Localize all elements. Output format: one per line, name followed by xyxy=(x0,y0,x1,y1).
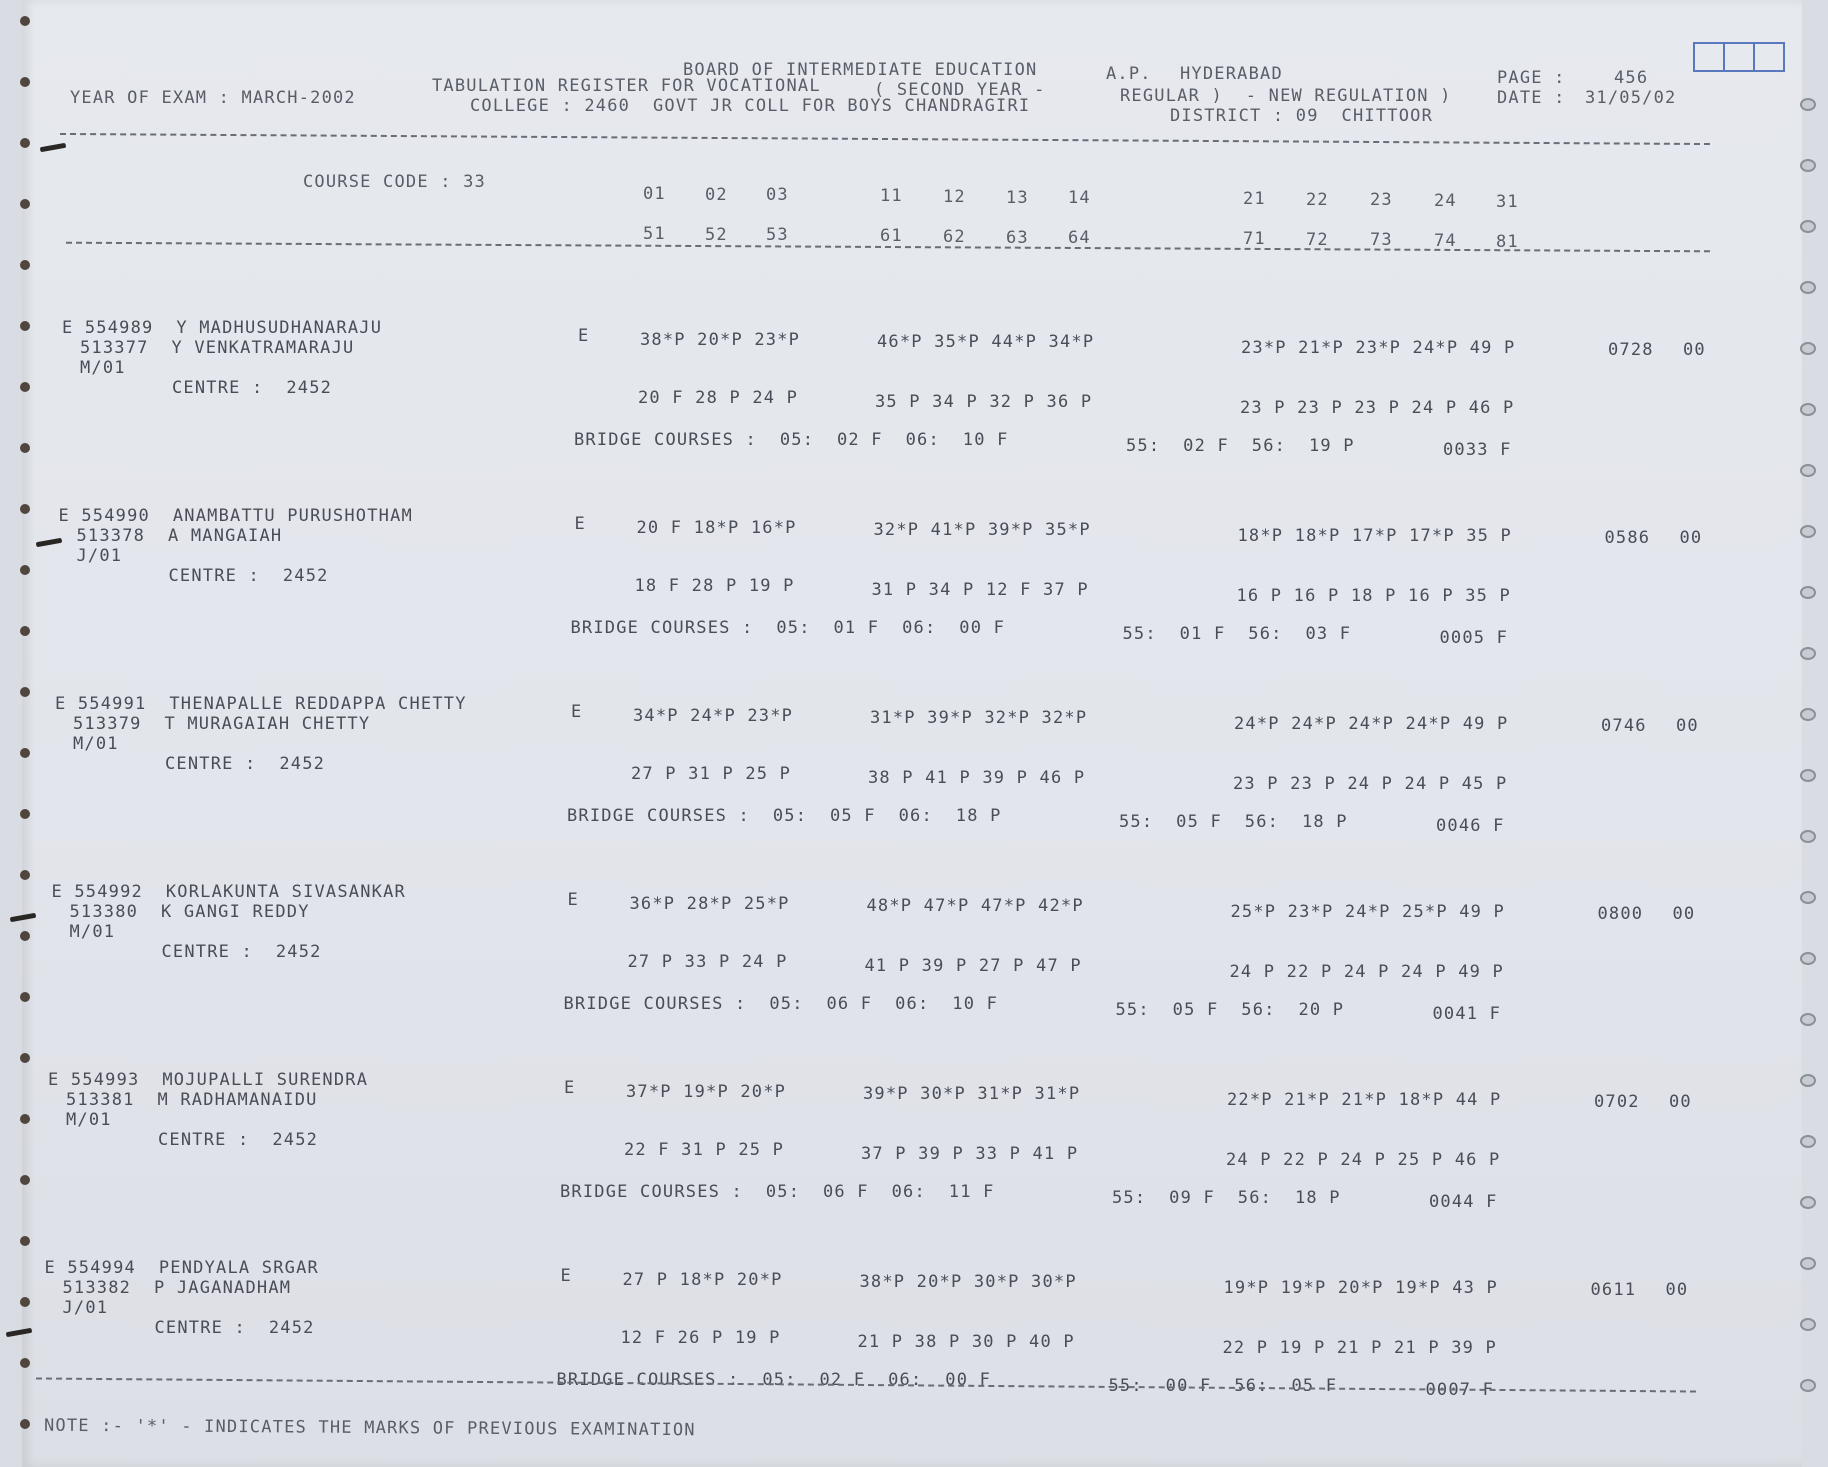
feed-hole xyxy=(1800,281,1816,294)
marks-group: 25*P 23*P 24*P 25*P 49 P xyxy=(1230,902,1505,922)
page-label: PAGE : xyxy=(1497,68,1566,88)
feed-hole xyxy=(1800,769,1816,782)
student-name-line: E 554994 PENDYALA SRGAR xyxy=(44,1258,319,1278)
course-code-cell: 31 xyxy=(1496,191,1519,212)
bridge-courses: 55: 05 F 56: 20 P xyxy=(1115,1000,1345,1020)
student-name-line: E 554991 THENAPALLE REDDAPPA CHETTY xyxy=(55,694,467,714)
feed-hole xyxy=(1800,1013,1816,1026)
exam-centre: CENTRE : 2452 xyxy=(165,754,326,774)
total-marks: 0746 xyxy=(1601,716,1647,736)
marks-group: 22 F 31 P 25 P xyxy=(624,1140,785,1160)
student-category: M/01 xyxy=(66,1110,112,1130)
feed-hole xyxy=(1800,220,1816,233)
marks-group: 31*P 39*P 32*P 32*P xyxy=(870,708,1088,728)
course-code-cell: 73 xyxy=(1370,230,1393,251)
marks-group: 12 F 26 P 19 P xyxy=(620,1328,781,1348)
course-code-cell: 21 xyxy=(1243,188,1266,209)
footnote: NOTE :- '*' - INDICATES THE MARKS OF PREVIOUS EXAMINATION xyxy=(43,1415,696,1441)
marks-group: 36*P 28*P 25*P xyxy=(629,894,790,914)
bridge-courses: 55: 09 F 56: 18 P xyxy=(1112,1188,1341,1208)
parent-name-line: 513377 Y VENKATRAMARAJU xyxy=(80,338,355,358)
binder-hole xyxy=(20,626,30,636)
binder-hole xyxy=(20,1358,30,1368)
feed-hole xyxy=(1800,1196,1816,1209)
total-marks: 0702 xyxy=(1594,1092,1640,1112)
city-name: HYDERABAD xyxy=(1180,64,1283,84)
course-code-cell: 03 xyxy=(766,185,789,206)
marks-group: 20 F 28 P 24 P xyxy=(638,388,799,408)
bridge-courses: BRIDGE COURSES : 05: 02 F 06: 00 F xyxy=(556,1370,992,1390)
binder-hole xyxy=(20,443,30,453)
marks-group: 31 P 34 P 12 F 37 P xyxy=(871,580,1089,600)
result-code: 00 xyxy=(1683,340,1706,360)
medium-code: E xyxy=(574,514,586,534)
state-code: A.P. xyxy=(1106,64,1152,84)
course-code-cell: 71 xyxy=(1243,228,1266,249)
feed-hole xyxy=(1800,1379,1816,1392)
medium-code: E xyxy=(578,326,590,346)
binder-hole xyxy=(20,870,30,880)
binder-hole xyxy=(20,504,30,514)
binder-hole xyxy=(20,809,30,819)
result-code: 00 xyxy=(1665,1280,1689,1300)
marks-group: 37*P 19*P 20*P xyxy=(626,1082,787,1102)
student-category: M/01 xyxy=(80,358,126,378)
student-category: M/01 xyxy=(69,922,116,942)
course-code-cell: 02 xyxy=(705,184,728,205)
binder-hole xyxy=(20,138,30,148)
marks-group: 18 F 28 P 19 P xyxy=(634,576,795,596)
student-name-line: E 554989 Y MADHUSUDHANARAJU xyxy=(62,318,383,338)
bridge-total: 0044 F xyxy=(1429,1192,1498,1212)
course-code-cell: 61 xyxy=(880,226,903,247)
register-title: TABULATION REGISTER FOR VOCATIONAL xyxy=(432,76,821,96)
course-code-cell: 74 xyxy=(1434,231,1457,251)
feed-hole xyxy=(1800,1318,1816,1331)
course-code-cell: 72 xyxy=(1306,229,1329,250)
result-code: 00 xyxy=(1669,1092,1692,1112)
marks-group: 21 P 38 P 30 P 40 P xyxy=(857,1332,1075,1352)
bridge-courses: 55: 05 F 56: 18 P xyxy=(1119,812,1348,832)
marks-group: 48*P 47*P 47*P 42*P xyxy=(866,896,1084,916)
marks-group: 23 P 23 P 23 P 24 P 46 P xyxy=(1240,398,1515,418)
binder-hole xyxy=(20,1297,30,1307)
course-code-cell: 13 xyxy=(1006,187,1029,208)
district-line: DISTRICT : 09 CHITTOOR xyxy=(1170,106,1434,126)
feed-hole xyxy=(1800,1257,1816,1270)
exam-centre: CENTRE : 2452 xyxy=(172,378,333,398)
regulation: REGULAR ) - NEW REGULATION ) xyxy=(1120,86,1452,106)
bridge-courses: BRIDGE COURSES : 05: 05 F 06: 18 P xyxy=(567,806,1002,826)
student-name-line: E 554992 KORLAKUNTA SIVASANKAR xyxy=(51,882,406,902)
marks-group: 22 P 19 P 21 P 21 P 39 P xyxy=(1222,1338,1497,1358)
college-line: COLLEGE : 2460 GOVT JR COLL FOR BOYS CHANDRAGIRI xyxy=(470,96,1031,116)
marks-group: 39*P 30*P 31*P 31*P xyxy=(863,1084,1081,1104)
binder-hole xyxy=(20,1419,30,1429)
exam-centre: CENTRE : 2452 xyxy=(154,1318,315,1338)
stamp-box xyxy=(1693,42,1785,72)
year-of-exam: YEAR OF EXAM : MARCH-2002 xyxy=(70,88,356,108)
marks-group: 27 P 18*P 20*P xyxy=(622,1270,783,1290)
total-marks: 0728 xyxy=(1608,340,1654,360)
total-marks: 0586 xyxy=(1604,528,1651,548)
course-code-cell: 11 xyxy=(880,186,903,207)
marks-group: 34*P 24*P 23*P xyxy=(633,706,794,726)
binder-hole xyxy=(20,992,30,1002)
student-name-line: E 554990 ANAMBATTU PURUSHOTHAM xyxy=(58,506,413,526)
bridge-courses: BRIDGE COURSES : 05: 06 F 06: 10 F xyxy=(563,994,999,1014)
total-marks: 0800 xyxy=(1597,904,1644,924)
course-code-cell: 53 xyxy=(766,225,789,246)
binder-hole xyxy=(20,1053,30,1063)
bridge-total: 0007 F xyxy=(1425,1380,1495,1400)
bridge-total: 0041 F xyxy=(1432,1004,1502,1024)
result-code: 00 xyxy=(1672,904,1696,924)
feed-hole xyxy=(1800,464,1816,477)
course-code: COURSE CODE : 33 xyxy=(303,172,486,192)
marks-group: 35 P 34 P 32 P 36 P xyxy=(875,392,1093,412)
marks-group: 24 P 22 P 24 P 25 P 46 P xyxy=(1226,1150,1501,1170)
binder-hole xyxy=(20,687,30,697)
marks-group: 38 P 41 P 39 P 46 P xyxy=(868,768,1086,788)
exam-centre: CENTRE : 2452 xyxy=(158,1130,319,1150)
feed-hole xyxy=(1800,952,1816,965)
medium-code: E xyxy=(571,702,583,722)
bridge-total: 0046 F xyxy=(1436,816,1505,836)
board-name: BOARD OF INTERMEDIATE EDUCATION xyxy=(683,60,1038,80)
year-part: ( SECOND YEAR - xyxy=(874,80,1046,100)
date-label: DATE : xyxy=(1497,88,1566,108)
bridge-courses: 55: 02 F 56: 19 P xyxy=(1126,436,1355,456)
marks-group: 46*P 35*P 44*P 34*P xyxy=(877,332,1095,352)
total-marks: 0611 xyxy=(1590,1280,1637,1300)
course-code-cell: 62 xyxy=(943,226,966,247)
exam-centre: CENTRE : 2452 xyxy=(161,942,322,962)
course-code-cell: 51 xyxy=(643,224,666,244)
student-category: J/01 xyxy=(76,546,123,566)
print-date: 31/05/02 xyxy=(1585,88,1677,108)
feed-hole xyxy=(1800,586,1816,599)
marks-group: 23 P 23 P 24 P 24 P 45 P xyxy=(1233,774,1508,794)
feed-hole xyxy=(1800,403,1816,416)
course-code-cell: 12 xyxy=(943,186,966,207)
medium-code: E xyxy=(560,1266,572,1286)
binder-hole xyxy=(20,382,30,392)
feed-hole xyxy=(1800,891,1816,904)
bridge-courses: BRIDGE COURSES : 05: 02 F 06: 10 F xyxy=(574,430,1009,450)
parent-name-line: 513379 T MURAGAIAH CHETTY xyxy=(73,714,371,734)
binder-hole xyxy=(20,16,30,26)
binder-hole xyxy=(20,1236,30,1246)
feed-hole xyxy=(1800,1074,1816,1087)
parent-name-line: 513380 K GANGI REDDY xyxy=(69,902,310,922)
page-number: 456 xyxy=(1614,68,1649,88)
marks-group: 22*P 21*P 21*P 18*P 44 P xyxy=(1227,1090,1502,1110)
marks-group: 16 P 16 P 18 P 16 P 35 P xyxy=(1236,586,1511,606)
bridge-courses: BRIDGE COURSES : 05: 06 F 06: 11 F xyxy=(560,1182,995,1202)
marks-group: 27 P 31 P 25 P xyxy=(631,764,792,784)
course-code-cell: 14 xyxy=(1068,188,1091,209)
binder-hole xyxy=(20,565,30,575)
marks-group: 27 P 33 P 24 P xyxy=(627,952,788,972)
marks-group: 20 F 18*P 16*P xyxy=(636,518,797,538)
bridge-courses: BRIDGE COURSES : 05: 01 F 06: 00 F xyxy=(570,618,1006,638)
feed-hole xyxy=(1800,525,1816,538)
feed-hole xyxy=(1800,98,1816,111)
student-category: J/01 xyxy=(62,1298,109,1318)
marks-group: 41 P 39 P 27 P 47 P xyxy=(864,956,1082,976)
binder-hole xyxy=(20,931,30,941)
bridge-courses: 55: 01 F 56: 03 F xyxy=(1122,624,1352,644)
result-code: 00 xyxy=(1679,528,1703,548)
result-code: 00 xyxy=(1676,716,1699,736)
binder-hole xyxy=(20,321,30,331)
binder-hole xyxy=(20,199,30,209)
marks-group: 24*P 24*P 24*P 24*P 49 P xyxy=(1234,714,1509,734)
student-name-line: E 554993 MOJUPALLI SURENDRA xyxy=(48,1070,369,1090)
bridge-total: 0005 F xyxy=(1439,628,1509,648)
feed-hole xyxy=(1800,159,1816,172)
feed-hole xyxy=(1800,342,1816,355)
feed-hole xyxy=(1800,708,1816,721)
course-code-cell: 52 xyxy=(705,224,728,245)
marks-group: 37 P 39 P 33 P 41 P xyxy=(861,1144,1079,1164)
course-code-cell: 24 xyxy=(1434,191,1457,211)
marks-group: 24 P 22 P 24 P 24 P 49 P xyxy=(1229,962,1504,982)
binder-hole xyxy=(20,1175,30,1185)
course-code-cell: 64 xyxy=(1068,228,1091,249)
binder-hole xyxy=(20,1114,30,1124)
binder-hole xyxy=(20,260,30,270)
parent-name-line: 513382 P JAGANADHAM xyxy=(62,1278,292,1298)
marks-group: 18*P 18*P 17*P 17*P 35 P xyxy=(1237,526,1512,546)
course-code-cell: 81 xyxy=(1496,231,1519,252)
course-code-cell: 22 xyxy=(1306,189,1329,210)
medium-code: E xyxy=(567,890,579,910)
parent-name-line: 513378 A MANGAIAH xyxy=(76,526,283,546)
marks-group: 19*P 19*P 20*P 19*P 43 P xyxy=(1223,1278,1498,1298)
marks-group: 38*P 20*P 23*P xyxy=(640,330,801,350)
marks-group: 32*P 41*P 39*P 35*P xyxy=(873,520,1091,540)
parent-name-line: 513381 M RADHAMANAIDU xyxy=(66,1090,318,1110)
marks-group: 23*P 21*P 23*P 24*P 49 P xyxy=(1241,338,1516,358)
binder-hole xyxy=(20,77,30,87)
feed-hole xyxy=(1800,830,1816,843)
bridge-courses: 55: 00 F 56: 05 F xyxy=(1108,1376,1338,1396)
feed-hole xyxy=(1800,1135,1816,1148)
course-code-cell: 63 xyxy=(1006,227,1029,248)
student-category: M/01 xyxy=(73,734,119,754)
course-code-cell: 01 xyxy=(643,184,666,204)
feed-hole xyxy=(1800,647,1816,660)
course-code-cell: 23 xyxy=(1370,190,1393,211)
bridge-total: 0033 F xyxy=(1443,440,1512,460)
binder-hole xyxy=(20,748,30,758)
exam-centre: CENTRE : 2452 xyxy=(168,566,329,586)
medium-code: E xyxy=(564,1078,576,1098)
marks-group: 38*P 20*P 30*P 30*P xyxy=(859,1272,1077,1292)
